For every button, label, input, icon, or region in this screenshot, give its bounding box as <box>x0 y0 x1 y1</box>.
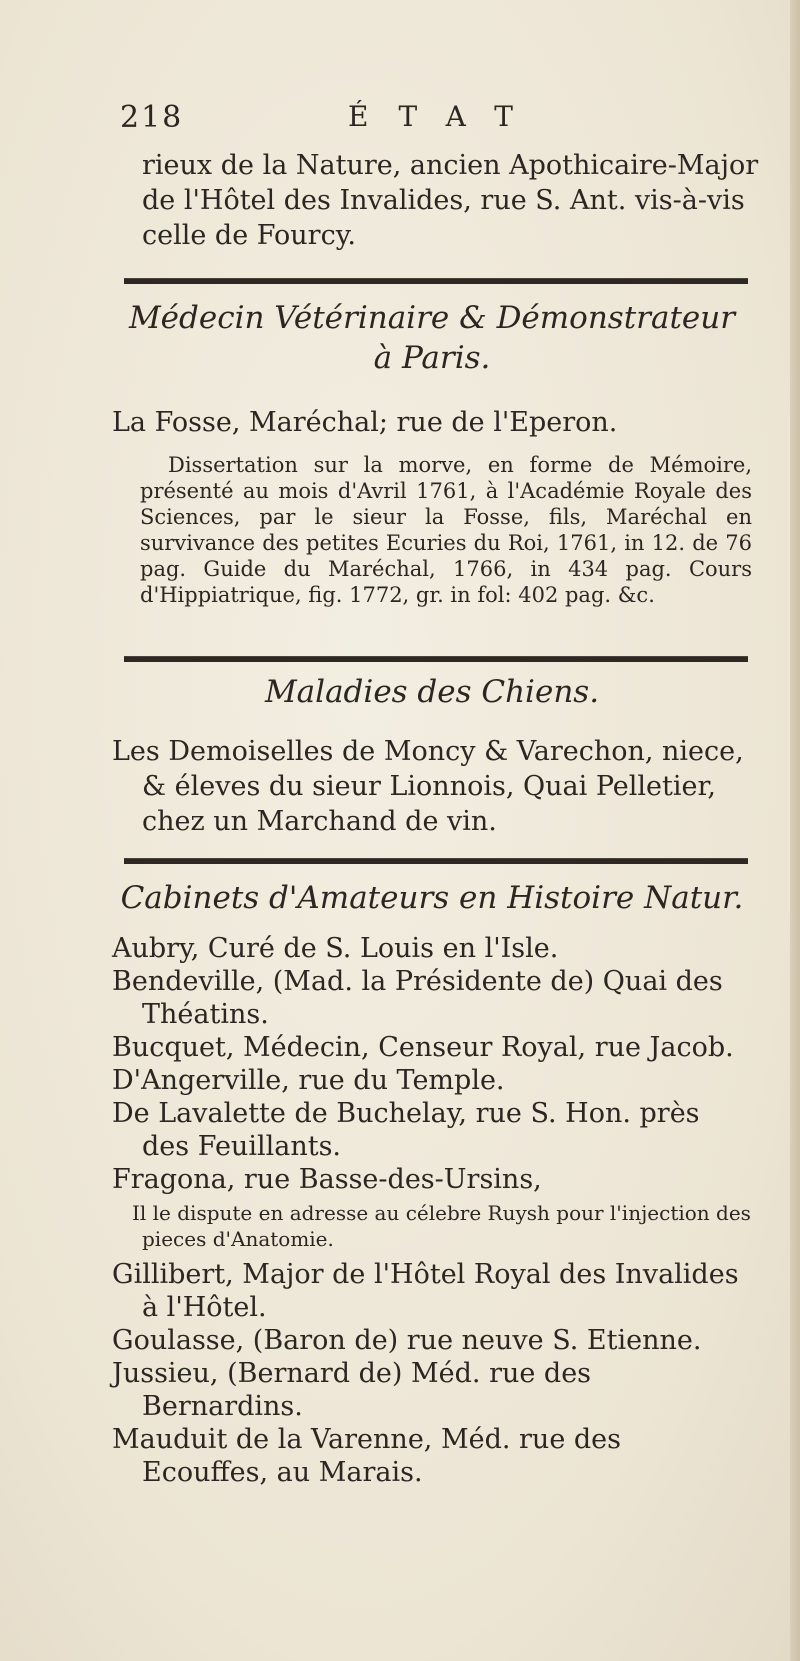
entry-text: La Fosse, Maréchal; rue de l'Eperon. <box>112 407 618 438</box>
list-item: De Lavalette de Buchelay, rue S. Hon. près des Feuillants. <box>112 1098 700 1162</box>
entry-la-fosse <box>112 405 752 440</box>
section-title: Médecin Vétérinaire & Démonstrateur <box>128 300 736 336</box>
section-divider <box>124 656 748 662</box>
running-head: ÉTAT <box>348 100 543 133</box>
text-line: celle de Fourcy. <box>142 220 356 251</box>
list-item: Goulasse, (Baron de) rue neuve S. Etienne. <box>112 1325 702 1356</box>
list-item: Gillibert, Major de l'Hôtel Royal des Invalides à l'Hôtel. <box>112 1259 739 1323</box>
list-item: Aubry, Curé de S. Louis en l'Isle. <box>112 933 559 964</box>
section-title: Cabinets d'Amateurs en Histoire Natur. <box>120 880 744 916</box>
section-divider <box>124 858 748 864</box>
list-item: Bucquet, Médecin, Censeur Royal, rue Jacob. <box>112 1032 734 1063</box>
list-item: Fragona, rue Basse-des-Ursins, <box>112 1164 542 1195</box>
note-text: Il le dispute en adresse au célebre Ruysh pour l'injection des pieces d'Anatomie. <box>132 1201 751 1251</box>
cabinets-list <box>112 932 752 1489</box>
section-title: Maladies des Chiens. <box>264 674 600 710</box>
section-divider <box>124 278 748 284</box>
list-item: D'Angerville, rue du Temple. <box>112 1065 505 1096</box>
list-item: Bendeville, (Mad. la Présidente de) Quai des Théatins. <box>112 966 723 1030</box>
entry-moncy-varechon <box>112 734 752 839</box>
note-text: Dissertation sur la morve, en forme de Mémoire, présenté au mois d'Avril 1761, à l'Académie Royale des Sciences, par le sieur la Fosse, fils, Maréchal en survivance des petites Ecuries du Roi, 1761, in 12. de 76 pag. Guide du Maréchal, 1766, in 434 pag. Cours d'Hippiatrique, fig. 1772, gr. in fol: 402 pag. &c. <box>140 453 752 607</box>
continuation-paragraph <box>142 148 762 253</box>
text-line: rieux de la Nature, ancien Apothicaire-Major <box>142 150 759 181</box>
page-edge <box>790 0 800 1661</box>
page-header <box>120 100 740 140</box>
section-title-cont: à Paris. <box>373 340 491 376</box>
section-veterinaire <box>112 298 752 378</box>
entry-text: Les Demoiselles de Moncy & Varechon, niece, & éleves du sieur Lionnois, Quai Pelletier, chez un Marchand de vin. <box>112 736 744 837</box>
list-item: Jussieu, (Bernard de) Méd. rue des Bernardins. <box>112 1358 592 1422</box>
note-la-fosse <box>140 452 752 608</box>
list-item: Mauduit de la Varenne, Méd. rue des Ecouffes, au Marais. <box>112 1424 622 1488</box>
text-line: de l'Hôtel des Invalides, rue S. Ant. vis-à-vis <box>142 185 745 216</box>
section-chiens <box>112 672 752 712</box>
section-cabinets <box>112 878 752 918</box>
page-number: 218 <box>120 100 184 135</box>
